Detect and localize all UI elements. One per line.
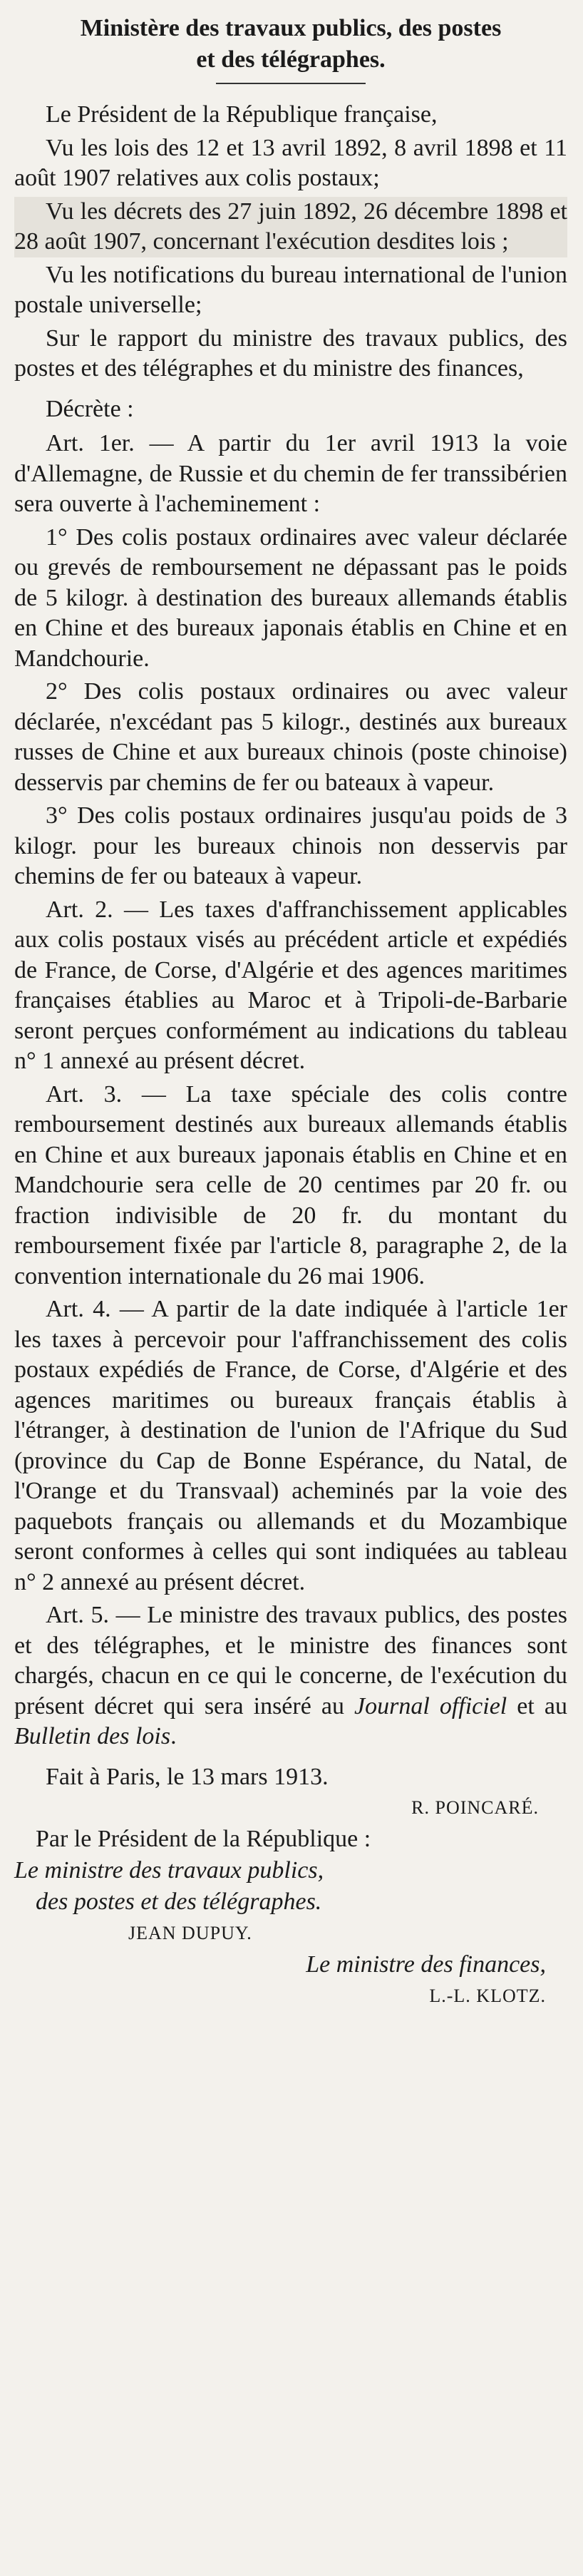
preamble-vu-notifications: Vu les notifications du bureau international de l'union postale universelle; <box>14 261 567 318</box>
heading-line-2: et des télégraphes. <box>196 46 386 73</box>
preamble-vu-decrets: Vu les décrets des 27 juin 1892, 26 décembre 1898 et 28 août 1907, concernant l'exécution desdites lois ; <box>14 197 567 257</box>
article-1-item-3: 3° Des colis postaux ordinaires jusqu'au poids de 3 kilogr. pour les bureaux chinois non desservis par chemins de fer ou bateaux à vapeur. <box>14 802 567 889</box>
heading-line-1: Ministère des travaux publics, des postes <box>80 15 502 41</box>
ministry-heading <box>14 13 567 76</box>
preamble-president: Le Président de la République française, <box>46 101 438 128</box>
bulletin-des-lois-ref: Bulletin des lois <box>14 1723 171 1749</box>
article-1-item-2: 2° Des colis postaux ordinaires ou avec valeur déclarée, n'excédant pas 5 kilogr., destinés aux bureaux russes de Chine et aux bureaux chinois (poste chinoise) desservis par chemins de fer ou bateaux à vapeur. <box>14 678 567 796</box>
signature-dupuy: JEAN DUPUY. <box>128 1923 252 1943</box>
article-1-item-1: 1° Des colis postaux ordinaires avec valeur déclarée ou grevés de remboursement ne dépassant pas le poids de 5 kilogr. à destination des bureaux allemands établis en Chine et des bureaux japonais établis en Chine et en Mandchourie. <box>14 523 567 672</box>
article-5-text-a: Art. 5. — Le ministre des travaux publics, des postes et des télégraphes, et le ministre des finances sont chargés, chacun en ce qui le concerne, de l'exécution du présent décret qui sera inséré au <box>14 1602 567 1719</box>
journal-officiel-ref: Journal officiel <box>354 1692 507 1719</box>
preamble-vu-lois: Vu les lois des 12 et 13 avril 1892, 8 avril 1898 et 11 août 1907 relatives aux colis postaux; <box>14 134 567 191</box>
decrete-heading: Décrète : <box>46 395 134 422</box>
signature-klotz: L.-L. KLOTZ. <box>429 1985 546 2006</box>
minister-postes-telegraphes: des postes et des télégraphes. <box>36 1888 322 1915</box>
article-4: Art. 4. — A partir de la date indiquée à l'article 1er les taxes à percevoir pour l'affranchissement des colis postaux expédiés de France, de Corse, d'Algérie et des agences maritimes ou bureaux français établis à l'étranger, à destination de l'union de l'Afrique du Sud (province du Cap de Bonne Espérance, du Natal, de l'Orange et du Transvaal) acheminés par la voie des paquebots français ou allemands et du Mozambique seront conformes à celles qui sont indiquées au tableau n° 2 annexé au présent décret. <box>14 1296 567 1595</box>
article-5-text-c: . <box>170 1723 177 1749</box>
article-1: Art. 1er. — A partir du 1er avril 1913 la voie d'Allemagne, de Russie et du chemin de fer transsibérien sera ouverte à l'acheminement : <box>14 430 567 517</box>
minister-travaux-publics: Le ministre des travaux publics, <box>14 1857 324 1884</box>
heading-divider <box>216 83 366 84</box>
article-2: Art. 2. — Les taxes d'affranchissement applicables aux colis postaux visés au précédent article et expédiés de France, de Corse, d'Algérie et des agences maritimes françaises établies au Maroc et à Tripoli-de-Barbarie seront perçues conformément au indications du tableau n° 1 annexé au présent décret. <box>14 896 567 1074</box>
minister-finances: Le ministre des finances, <box>306 1951 546 1978</box>
article-3: Art. 3. — La taxe spéciale des colis contre remboursement destinés aux bureaux allemands établis en Chine et aux bureaux japonais établis en Chine et en Mandchourie sera celle de 20 centimes par 20 fr. ou fraction indivisible de 20 fr. du montant du remboursement fixée par l'article 8, paragraphe 2, de la convention internationale du 26 mai 1906. <box>14 1080 567 1289</box>
fait-a-paris: Fait à Paris, le 13 mars 1913. <box>46 1763 329 1790</box>
signature-poincare: R. POINCARÉ. <box>411 1797 539 1818</box>
par-le-president: Par le Président de la République : <box>36 1826 371 1852</box>
preamble-rapport: Sur le rapport du ministre des travaux publics, des postes et des télégraphes et du ministre des finances, <box>14 324 567 382</box>
article-5-text-b: et au <box>507 1692 567 1719</box>
article-5 <box>14 1600 567 1752</box>
signature-block <box>14 1762 567 2013</box>
